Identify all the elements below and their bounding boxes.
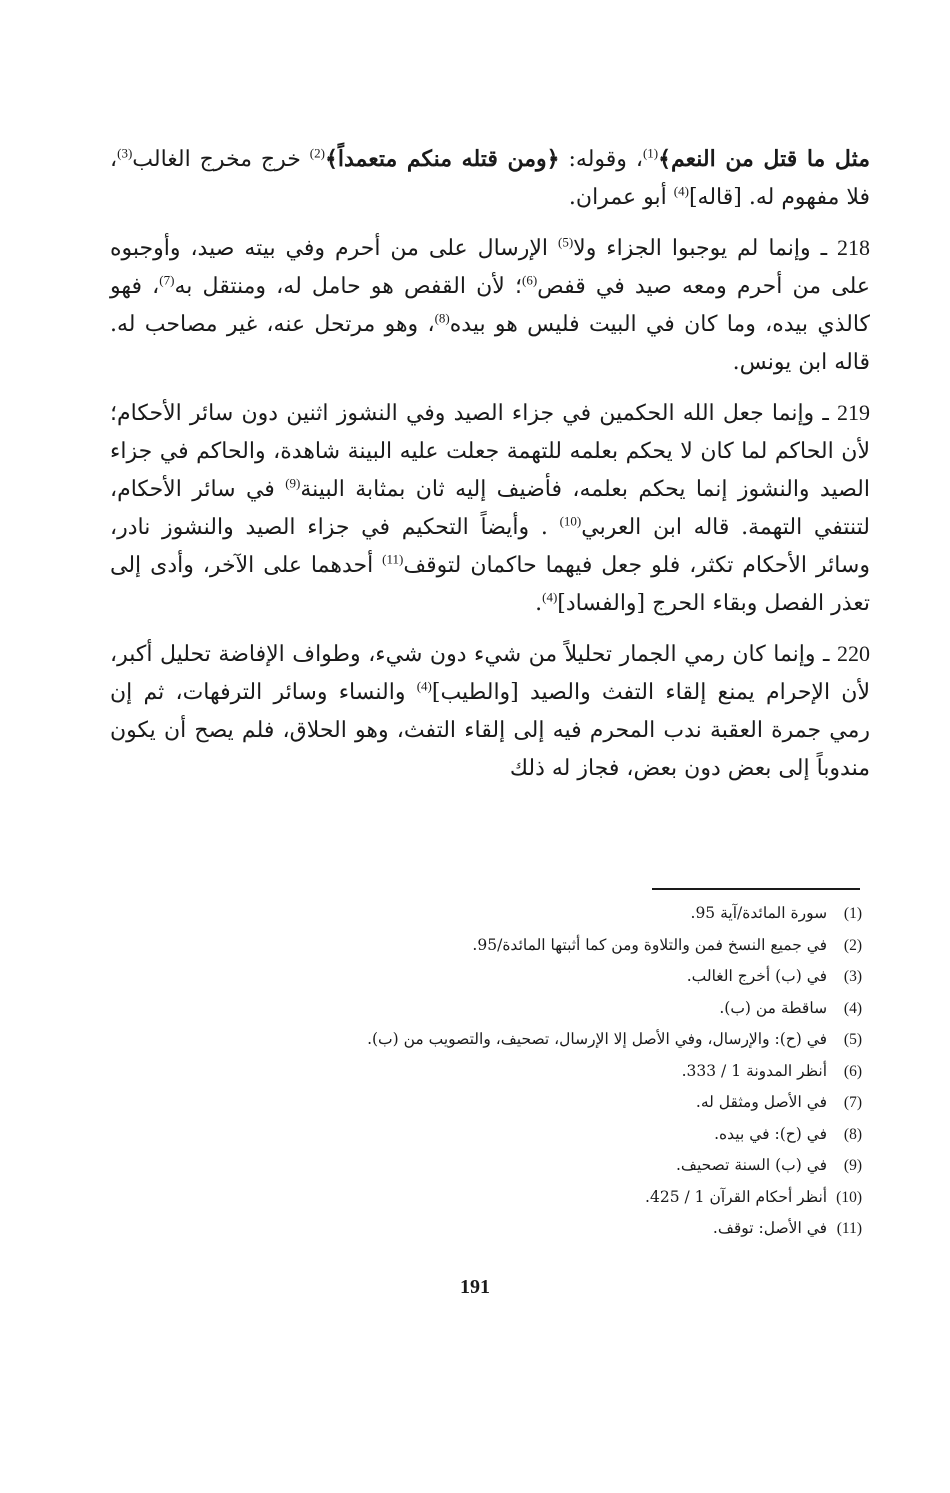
text-run: ـ وإنما كان رمي الجمار تحليلاً من شيء دون شيء، وطواف الإفاضة تحليل أكبر، لأن الإحرام يمنع إلقاء التفث والصيد [والطيب] — [110, 642, 870, 705]
footnote-text: في (ح): والإرسال، وفي الأصل إلا الإرسال، تصحيف، والتصويب من (ب). — [367, 1030, 828, 1048]
footnote-text: في جميع النسخ فمن والتلاوة ومن كما أثبتها المائدة/95. — [472, 935, 828, 954]
footnote-ref: (6) — [521, 272, 538, 288]
text-run: . وأيضاً التحكيم في جزاء الصيد والنشوز نادر، وسائر الأحكام تكثر، فلو جعل فيهما حاكمان لتوقف — [110, 515, 870, 578]
footnote-text: في الأصل: توقف. — [712, 1219, 828, 1237]
footnote-ref: (8) — [434, 310, 450, 326]
footnote-ref: (11) — [382, 551, 404, 567]
text-run: ـ وإنما لم يوجبوا الجزاء ولا — [573, 236, 837, 261]
footnote — [162, 898, 862, 930]
intro-paragraph — [110, 140, 870, 217]
text-run: أحدهما على الآخر، وأدى إلى تعذر الفصل وبقاء الحرج [والفساد] — [110, 553, 870, 616]
paragraph-number: 218 — [837, 235, 870, 260]
text-run: الإرسال على من أحرم وفي بيته صيد، وأوجبوه على من أحرم ومعه صيد في قفص — [110, 236, 870, 299]
footnote — [162, 1182, 862, 1214]
footnote-ref: (1) — [642, 145, 659, 161]
footnote-number: (8) — [843, 1125, 862, 1143]
paragraph-219 — [110, 394, 870, 623]
footnote — [162, 1087, 862, 1119]
footnote-number: (9) — [843, 1157, 862, 1174]
footnote-ref: (9) — [285, 475, 301, 491]
paragraph-number: 220 — [837, 641, 870, 666]
footnote-ref: (7) — [159, 272, 175, 288]
text-run: والنساء وسائر الترفهات، ثم إن رمي جمرة العقبة ندب المحرم فيه إلى إلقاء التفث، وهو الحلاق، فلم يصح أن يكون مندوباً إلى بعض دون بعض، فجاز له ذلك — [110, 680, 870, 781]
footnote-number: (2) — [843, 936, 862, 954]
paragraph-218 — [110, 229, 870, 382]
footnote-text: ساقطة من (ب). — [719, 998, 828, 1017]
footnote-text: في (ب) السنة تصحيف. — [676, 1156, 828, 1174]
footnote-ref: (4) — [542, 589, 558, 605]
text-run: ، وهو مرتحل عنه، غير مصاحب له. قاله ابن يونس. — [110, 312, 870, 375]
footnote-number: (11) — [836, 1220, 862, 1237]
text-run: ـ وإنما جعل الله الحكمين في جزاء الصيد وفي النشوز اثنين دون سائر الأحكام؛ لأن الحاكم لما كان لا يحكم بعلمه للتهمة جعلت عليه البينة شاهدة، والحاكم في جزاء الصيد والنشوز إنما يحكم بعلمه، فأضيف إليه ثان بمثابة البينة — [110, 401, 870, 502]
footnote-text: أنظر المدونة 1 / 333. — [681, 1061, 828, 1080]
main-text — [110, 140, 870, 800]
page-number: 191 — [460, 1276, 490, 1298]
text-run: ، فلا مفهوم له. [قاله] — [110, 147, 870, 210]
footnote-number: (5) — [843, 1031, 862, 1048]
footnote-text: أنظر أحكام القرآن 1 / 425. — [645, 1187, 828, 1206]
paragraph-220 — [110, 635, 870, 788]
footnote — [162, 1119, 862, 1151]
text-run: أبو عمران. — [568, 185, 674, 210]
footnotes — [162, 898, 862, 1245]
text-run: . — [535, 591, 543, 616]
footnote — [162, 1213, 862, 1245]
footnote-separator — [652, 888, 860, 890]
footnote — [162, 930, 862, 962]
footnote-ref: (4) — [673, 183, 689, 199]
footnote-number: (10) — [836, 1188, 862, 1206]
footnote-text: سورة المائدة/آية 95. — [690, 904, 828, 922]
footnote — [162, 961, 862, 993]
quran-quote: ﴿ومن قتله منكم متعمداً﴾ — [324, 146, 560, 172]
footnote-ref: (4) — [416, 678, 432, 694]
text-run: خرج مخرج — [199, 147, 310, 172]
footnote — [162, 1150, 862, 1182]
text-run: ، فهو كالذي بيده، وما كان في البيت فليس هو بيده — [110, 274, 870, 337]
quran-quote: مثل ما قتل من النعم﴾ — [658, 146, 871, 172]
footnote — [162, 993, 862, 1025]
footnote-text: في (ب) أخرج الغالب. — [686, 967, 828, 985]
text-run: ، وقوله: — [559, 147, 643, 172]
footnote-text: في (ح): في بيده. — [714, 1124, 828, 1143]
paragraph-number: 219 — [837, 400, 870, 425]
footnote — [162, 1024, 862, 1056]
footnote-ref: (2) — [309, 145, 325, 161]
text-run: في سائر الأحكام، لتنتفي التهمة. قاله ابن العربي — [110, 477, 870, 540]
footnote-number: (3) — [843, 968, 862, 985]
footnote-ref: (3) — [117, 145, 133, 161]
text-run: ؛ لأن القفص هو حامل له، ومنتقل به — [174, 274, 522, 299]
footnote — [162, 1056, 862, 1088]
footnote-number: (7) — [843, 1094, 862, 1111]
text-run: الغالب — [132, 147, 191, 172]
footnote-number: (6) — [843, 1062, 862, 1080]
footnote-number: (4) — [843, 999, 862, 1017]
footnote-ref: (5) — [557, 234, 574, 250]
footnote-text: في الأصل ومثقل له. — [695, 1093, 828, 1111]
footnote-ref: (10) — [559, 513, 582, 529]
footnote-number: (1) — [843, 905, 862, 922]
